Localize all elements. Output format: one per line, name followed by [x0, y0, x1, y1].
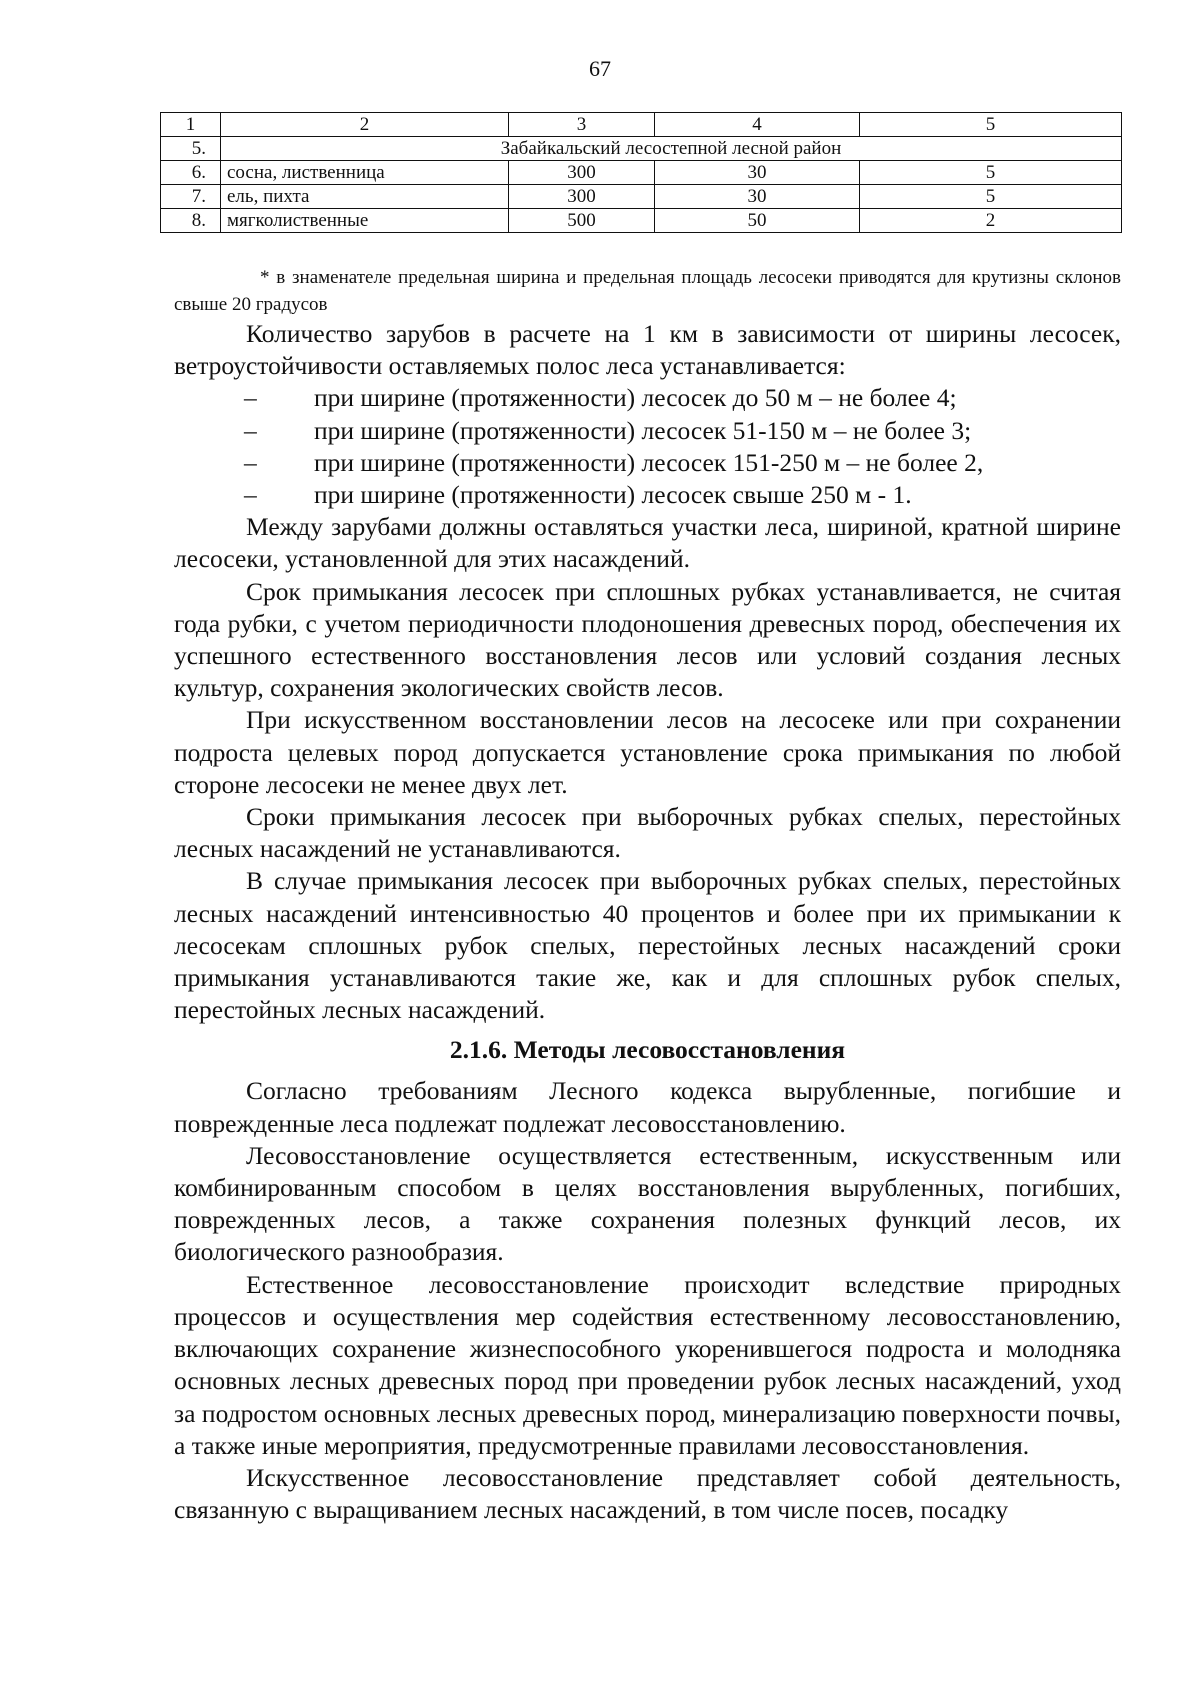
paragraph: Искусственное лесовосстановление представляет собой деятельность, связанную с выращиванием лесных насаждений, в том числе посев, посадку [174, 1462, 1121, 1525]
row-number: 8. [161, 209, 221, 233]
table-cell: 5 [860, 185, 1122, 209]
table-footnote: * в знаменателе предельная ширина и предельная площадь лесосеки приводятся для крутизны склонов свыше 20 градусов [174, 267, 1121, 315]
table-header-cell: 1 [161, 113, 221, 137]
dash-marker: – [244, 447, 257, 477]
table-header-cell: 5 [860, 113, 1122, 137]
list-item-text: при ширине (протяженности) лесосек свыше 250 м - 1. [314, 480, 912, 510]
paragraph: Лесовосстановление осуществляется естественным, искусственным или комбинированным способом в целях восстановления вырубленных, погибших, поврежденных лесов, а также сохранения полезных функций лесов, их биологического разнообразия. [174, 1140, 1121, 1267]
page-number: 67 [589, 56, 611, 81]
row-number: 7. [161, 185, 221, 209]
species-cell: мягколиственные [221, 209, 509, 233]
species-cell: сосна, лиственница [221, 161, 509, 185]
dash-marker: – [244, 415, 257, 445]
paragraph: При искусственном восстановлении лесов на лесосеке или при сохранении подроста целевых пород допускается установление срока примыкания по любой стороне лесосеки не менее двух лет. [174, 705, 1121, 799]
dash-marker: – [244, 480, 257, 510]
row-number: 5. [161, 137, 221, 161]
section-heading: 2.1.6. Методы лесовосстановления [449, 1035, 846, 1065]
dash-marker: – [244, 383, 257, 413]
table-cell: 5 [860, 161, 1122, 185]
paragraph: Согласно требованиям Лесного кодекса вырубленные, погибшие и поврежденные леса подлежат подлежат лесовосстановлению. [174, 1076, 1121, 1138]
body-text [174, 318, 1121, 1526]
region-name: Забайкальский лесостепной лесной район [221, 137, 1122, 161]
species-table [160, 112, 1122, 233]
intro-paragraph: Количество зарубов в расчете на 1 км в зависимости от ширины лесосек, ветроустойчивости оставляемых полос леса устанавливается: [174, 319, 1121, 381]
paragraph: В случае примыкания лесосек при выборочных рубках спелых, перестойных лесных насаждений интенсивностью 40 процентов и более при их примыкании к лесосекам сплошных рубок спелых, перестойных лесных насаждений сроки примыкания устанавливаются такие же, как и для сплошных рубок спелых, перестойных лесных насаждений. [174, 866, 1121, 1025]
table-cell: 30 [655, 161, 860, 185]
paragraph: Между зарубами должны оставляться участки леса, шириной, кратной ширине лесосеки, установленной для этих насаждений. [174, 512, 1121, 574]
table-cell: 2 [860, 209, 1122, 233]
table-row [161, 161, 1122, 185]
table-cell: 50 [655, 209, 860, 233]
list-item [174, 447, 1121, 479]
list-item [174, 415, 1121, 447]
list-item [174, 479, 1121, 511]
paragraph: Срок примыкания лесосек при сплошных рубках устанавливается, не считая года рубки, с учетом периодичности плодоношения древесных пород, обеспечения их успешного естественного восстановления лесов или условий создания лесных культур, сохранения экологических свойств лесов. [174, 576, 1121, 703]
table-header-cell: 3 [509, 113, 655, 137]
list-item-text: при ширине (протяженности) лесосек до 50 м – не более 4; [314, 383, 957, 413]
table-row [161, 209, 1122, 233]
list-item-text: при ширине (протяженности) лесосек 51-150 м – не более 3; [314, 415, 972, 445]
table-cell: 500 [509, 209, 655, 233]
table-cell: 300 [509, 161, 655, 185]
table-row [161, 185, 1122, 209]
table-header-row [161, 113, 1122, 137]
paragraph: Естественное лесовосстановление происходит вследствие природных процессов и осуществления мер содействия естественному лесовосстановлению, включающих сохранение жизнеспособного укоренившегося подроста и молодняка основных лесных древесных пород при проведении рубок лесных насаждений, уход за подростом основных лесных древесных пород, минерализацию поверхности почвы, а также иные мероприятия, предусмотренные правилами лесовосстановления. [174, 1269, 1121, 1460]
species-cell: ель, пихта [221, 185, 509, 209]
table-cell: 300 [509, 185, 655, 209]
table-header-cell: 2 [221, 113, 509, 137]
dash-list [174, 382, 1121, 511]
table-header-cell: 4 [655, 113, 860, 137]
list-item-text: при ширине (протяженности) лесосек 151-250 м – не более 2, [314, 447, 984, 477]
paragraph: Сроки примыкания лесосек при выборочных рубках спелых, перестойных лесных насаждений не устанавливаются. [174, 802, 1121, 864]
table-region-row [161, 137, 1122, 161]
list-item [174, 382, 1121, 414]
row-number: 6. [161, 161, 221, 185]
table-cell: 30 [655, 185, 860, 209]
